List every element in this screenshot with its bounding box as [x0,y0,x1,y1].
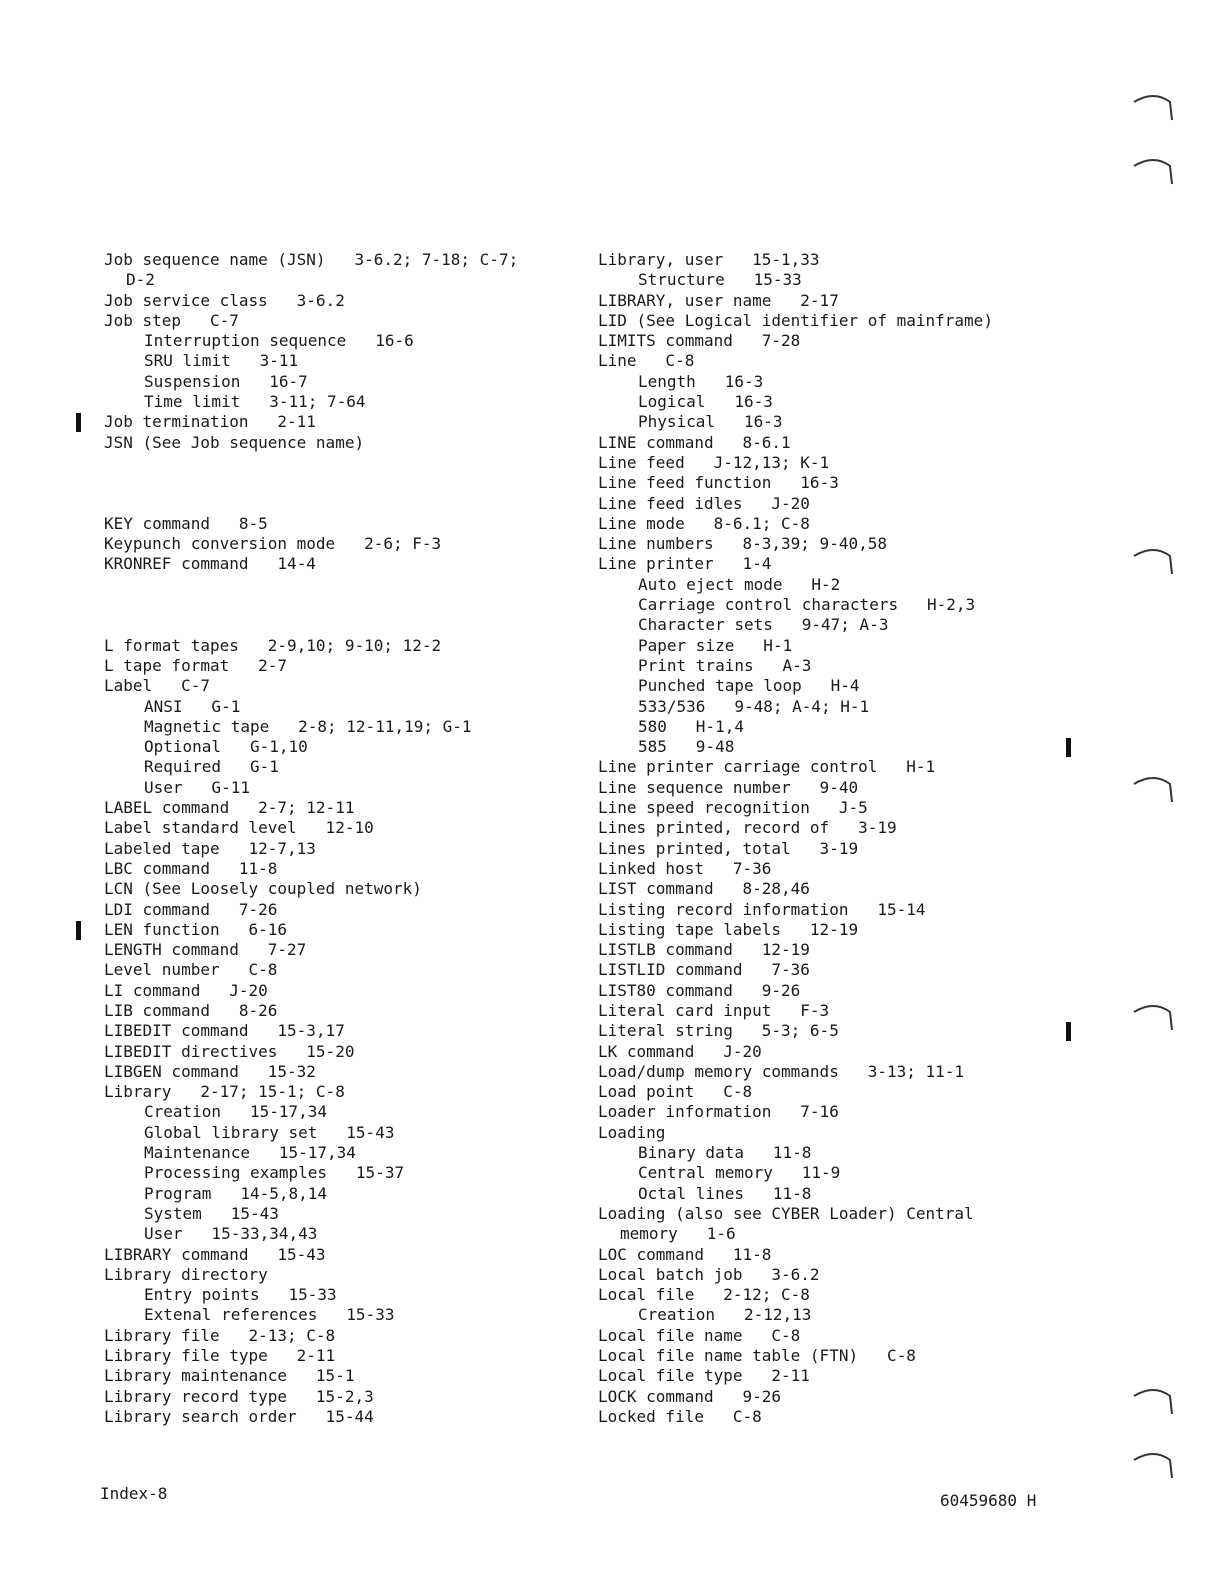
index-entry-text: Job termination 2-11 [104,412,316,432]
index-entry [598,1163,1068,1183]
index-entry-text: Binary data 11-8 [638,1143,812,1163]
index-entry-text: LIBRARY, user name 2-17 [598,290,839,310]
index-entry-text: LDI command 7-26 [104,899,278,919]
index-entry [104,1163,574,1183]
index-entry-text: Maintenance 15-17,34 [144,1143,356,1163]
index-entry-text: Line speed recognition J-5 [598,798,868,818]
index-entry-text: 580 H-1,4 [638,716,744,736]
index-entry [598,1285,1068,1305]
index-entry-text: Processing examples 15-37 [144,1163,405,1183]
index-entry-text: Creation 2-12,13 [638,1305,812,1325]
index-entry-text: Label C-7 [104,676,210,696]
index-entry-text: Physical 16-3 [638,412,783,432]
index-gap [104,494,574,514]
index-entry [598,331,1068,351]
index-entry-text: KEY command 8-5 [104,513,268,533]
index-entry-text: LIB command 8-26 [104,1000,278,1020]
index-entry-text: Library file 2-13; C-8 [104,1325,336,1345]
index-entry-text: Library directory [104,1264,268,1284]
index-entry [104,879,574,899]
binder-hole-icon [1132,88,1174,128]
index-entry-text: Loading [598,1122,666,1142]
index-entry [104,554,574,574]
index-entry [598,920,1068,940]
index-entry-text: LIBRARY command 15-43 [104,1244,326,1264]
index-entry [598,1326,1068,1346]
index-entry [598,818,1068,838]
index-entry [104,859,574,879]
binder-hole-icon [1132,152,1174,192]
index-entry-text: Structure 15-33 [638,270,802,290]
index-entry [598,839,1068,859]
index-entry [104,636,574,656]
index-entry-text: Punched tape loop H-4 [638,676,860,696]
index-entry [104,1082,574,1102]
binder-hole-icon [1132,542,1174,582]
index-entry [104,900,574,920]
index-entry [598,595,1068,615]
index-entry [104,1407,574,1427]
binder-hole-icon [1132,998,1174,1038]
index-entry-text: Linked host 7-36 [598,858,772,878]
index-entry [598,1123,1068,1143]
index-entry [598,1082,1068,1102]
index-entry [104,1001,574,1021]
index-entry-text: Library 2-17; 15-1; C-8 [104,1082,345,1102]
index-entry [104,514,574,534]
index-entry-text: Local batch job 3-6.2 [598,1264,820,1284]
index-entry [104,534,574,554]
index-entry-text: Loading (also see CYBER Loader) Central [598,1203,974,1223]
index-entry [598,1366,1068,1386]
index-entry-text: Literal card input F-3 [598,1000,830,1020]
index-entry [598,433,1068,453]
index-entry-text: Line sequence number 9-40 [598,777,859,797]
index-entry-text: L format tapes 2-9,10; 9-10; 12-2 [104,635,442,655]
change-bar [76,921,81,940]
index-entry [104,839,574,859]
index-gap [104,615,574,635]
index-entry [598,1102,1068,1122]
index-entry [104,1123,574,1143]
index-entry-text: Local file 2-12; C-8 [598,1285,810,1305]
index-entry-text: Line C-8 [598,351,695,371]
index-entry-text: Listing record information 15-14 [598,899,926,919]
index-entry-text: Entry points 15-33 [144,1285,337,1305]
index-entry-text: LIST command 8-28,46 [598,879,810,899]
index-entry-text: Job sequence name (JSN) 3-6.2; 7-18; C-7; [104,250,519,269]
index-entry [104,757,574,777]
index-entry-text: Lines printed, record of 3-19 [598,818,897,838]
index-entry [104,737,574,757]
index-entry [598,250,1068,270]
index-entry [104,778,574,798]
index-entry-text: Keypunch conversion mode 2-6; F-3 [104,534,442,554]
binder-hole-icon [1132,770,1174,810]
index-entry [598,554,1068,574]
index-entry [104,291,574,311]
index-entry [104,392,574,412]
index-entry-text: Suspension 16-7 [144,371,308,391]
index-entry [104,960,574,980]
index-entry [104,1204,574,1224]
index-gap [104,575,574,595]
index-entry-text: L tape format 2-7 [104,655,288,675]
change-bar [1066,1022,1071,1041]
index-entry [598,1042,1068,1062]
index-entry-text: Optional G-1,10 [144,737,308,757]
index-entry [104,1102,574,1122]
index-entry [598,291,1068,311]
index-entry-text: Job step C-7 [104,310,239,330]
index-entry-text: Line mode 8-6.1; C-8 [598,513,810,533]
index-entry [598,940,1068,960]
index-entry-text: Local file type 2-11 [598,1366,810,1386]
index-entry [104,250,574,270]
index-entry-text: Library search order 15-44 [104,1406,374,1426]
index-column-left [104,250,574,1427]
index-entry [104,1062,574,1082]
index-entry-text: LISTLID command 7-36 [598,960,810,980]
index-entry-text: 533/536 9-48; A-4; H-1 [638,696,870,716]
index-entry-text: Literal string 5-3; 6-5 [598,1021,839,1041]
index-entry [598,392,1068,412]
index-entry-text: Lines printed, total 3-19 [598,838,859,858]
index-entry [104,940,574,960]
index-entry-text: Labeled tape 12-7,13 [104,838,316,858]
index-entry-text: Global library set 15-43 [144,1122,395,1142]
index-entry [598,656,1068,676]
index-entry [598,534,1068,554]
index-entry-text: Character sets 9-47; A-3 [638,615,889,635]
index-entry [104,1143,574,1163]
index-entry [598,798,1068,818]
index-entry-text: 585 9-48 [638,737,735,757]
index-entry [598,453,1068,473]
index-entry [598,900,1068,920]
index-entry-text: LK command J-20 [598,1041,762,1061]
index-entry-text: Loader information 7-16 [598,1102,839,1122]
index-entry [104,1042,574,1062]
index-entry-text: LABEL command 2-7; 12-11 [104,798,355,818]
index-entry [104,920,574,940]
index-entry-text: LOC command 11-8 [598,1244,772,1264]
index-entry [104,1305,574,1325]
index-entry-text: ANSI G-1 [144,696,241,716]
index-entry-text: User G-11 [144,777,250,797]
index-entry-text: Length 16-3 [638,371,764,391]
index-entry [598,1305,1068,1325]
index-entry-text: Line feed J-12,13; K-1 [598,452,830,472]
index-entry-text: Label standard level 12-10 [104,818,374,838]
index-entry [598,981,1068,1001]
index-entry [104,676,574,696]
index-entry [104,818,574,838]
index-entry [598,697,1068,717]
index-entry-text: Carriage control characters H-2,3 [638,595,976,615]
index-entry [104,1265,574,1285]
index-entry-text: Job service class 3-6.2 [104,290,345,310]
index-entry [598,473,1068,493]
index-entry [598,1346,1068,1366]
index-entry-text: Required G-1 [144,757,279,777]
index-entry-text: Time limit 3-11; 7-64 [144,392,366,412]
index-entry [104,372,574,392]
index-entry [104,1184,574,1204]
index-entry [598,372,1068,392]
index-entry [104,1021,574,1041]
index-entry-text: SRU limit 3-11 [144,351,299,371]
index-entry [598,1407,1068,1427]
index-entry [598,1143,1068,1163]
index-entry [104,311,574,331]
index-entry [104,1366,574,1386]
index-entry [104,697,574,717]
index-entry [598,615,1068,635]
index-entry-text: Line printer 1-4 [598,554,772,574]
index-entry-text: LEN function 6-16 [104,919,288,939]
index-entry [104,717,574,737]
index-entry [104,1285,574,1305]
index-entry-text: LINE command 8-6.1 [598,432,791,452]
index-entry [104,1326,574,1346]
index-entry-text: LIBGEN command 15-32 [104,1061,316,1081]
index-entry [104,1387,574,1407]
index-entry-text: Load point C-8 [598,1082,753,1102]
index-entry-text: Extenal references 15-33 [144,1305,395,1325]
index-entry [598,1204,1068,1224]
index-entry-text: Print trains A-3 [638,655,812,675]
change-bar [76,413,81,432]
index-entry-text: Logical 16-3 [638,392,773,412]
index-entry-text: Load/dump memory commands 3-13; 11-1 [598,1061,965,1081]
binder-hole-icon [1132,1382,1174,1422]
index-entry-text: Local file name table (FTN) C-8 [598,1346,916,1366]
document-number: 60459680 H [940,1491,1037,1510]
index-entry [598,1265,1068,1285]
index-entry [598,412,1068,432]
index-entry [104,656,574,676]
index-entry [104,1224,574,1244]
index-entry [598,1184,1068,1204]
index-entry-text: LID (See Logical identifier of mainframe) [598,310,993,330]
page-number: Index-8 [100,1484,168,1503]
index-entry-text: Line feed function 16-3 [598,473,839,493]
index-entry [598,636,1068,656]
index-gap [104,473,574,493]
index-entry-text: Octal lines 11-8 [638,1183,812,1203]
index-entry-text: Library, user 15-1,33 [598,250,820,269]
index-entry-text: Auto eject mode H-2 [638,574,841,594]
index-entry [104,351,574,371]
index-entry [104,433,574,453]
index-entry-text: Line printer carriage control H-1 [598,757,936,777]
index-entry-text: Creation 15-17,34 [144,1102,328,1122]
index-entry [104,1245,574,1265]
index-entry-text: Library record type 15-2,3 [104,1386,374,1406]
index-entry-text: LIBEDIT command 15-3,17 [104,1021,345,1041]
index-entry-text: LIBEDIT directives 15-20 [104,1041,355,1061]
index-entry-text: Locked file C-8 [598,1406,762,1426]
index-entry-text: memory 1-6 [620,1224,736,1244]
index-entry-text: LENGTH command 7-27 [104,940,307,960]
index-entry [598,1245,1068,1265]
index-entry [598,757,1068,777]
index-entry [104,331,574,351]
index-entry-text: Interruption sequence 16-6 [144,331,414,351]
index-entry [598,351,1068,371]
index-entry [598,575,1068,595]
index-entry-text: LIMITS command 7-28 [598,331,801,351]
index-entry-text: LCN (See Loosely coupled network) [104,879,422,899]
index-entry [598,778,1068,798]
index-entry [598,494,1068,514]
index-entry [598,1387,1068,1407]
index-entry [598,717,1068,737]
index-entry [598,737,1068,757]
index-entry-text: Listing tape labels 12-19 [598,919,859,939]
index-entry-text: Level number C-8 [104,960,278,980]
index-entry-text: JSN (See Job sequence name) [104,432,365,452]
index-entry-text: Line numbers 8-3,39; 9-40,58 [598,534,887,554]
index-entry [598,514,1068,534]
index-entry-text: Local file name C-8 [598,1325,801,1345]
index-entry-text: User 15-33,34,43 [144,1224,318,1244]
index-entry-text: Magnetic tape 2-8; 12-11,19; G-1 [144,716,472,736]
index-entry-text: System 15-43 [144,1203,279,1223]
index-entry-text: D-2 [126,270,155,290]
index-entry-text: LBC command 11-8 [104,858,278,878]
index-entry [598,676,1068,696]
index-entry-text: KRONREF command 14-4 [104,554,316,574]
index-entry [598,1224,1068,1244]
index-entry-text: Paper size H-1 [638,635,793,655]
index-entry [598,960,1068,980]
index-gap [104,453,574,473]
index-entry [598,859,1068,879]
index-entry [104,270,574,290]
index-entry [104,798,574,818]
index-entry [104,412,574,432]
change-bar [1066,738,1071,757]
index-entry-text: Line feed idles J-20 [598,493,810,513]
index-entry [104,1346,574,1366]
index-column-right [598,250,1068,1427]
index-entry-text: LOCK command 9-26 [598,1386,782,1406]
index-entry-text: Library file type 2-11 [104,1346,336,1366]
index-entry-text: LIST80 command 9-26 [598,980,801,1000]
index-entry-text: LISTLB command 12-19 [598,940,810,960]
index-entry [598,311,1068,331]
index-entry [598,1021,1068,1041]
index-entry-text: Library maintenance 15-1 [104,1366,355,1386]
index-entry-text: Program 14-5,8,14 [144,1183,328,1203]
index-entry [598,879,1068,899]
index-entry-text: Central memory 11-9 [638,1163,841,1183]
index-gap [104,595,574,615]
index-entry [598,270,1068,290]
binder-hole-icon [1132,1446,1174,1486]
index-entry [598,1062,1068,1082]
index-entry-text: LI command J-20 [104,980,268,1000]
index-entry [104,981,574,1001]
index-entry [598,1001,1068,1021]
